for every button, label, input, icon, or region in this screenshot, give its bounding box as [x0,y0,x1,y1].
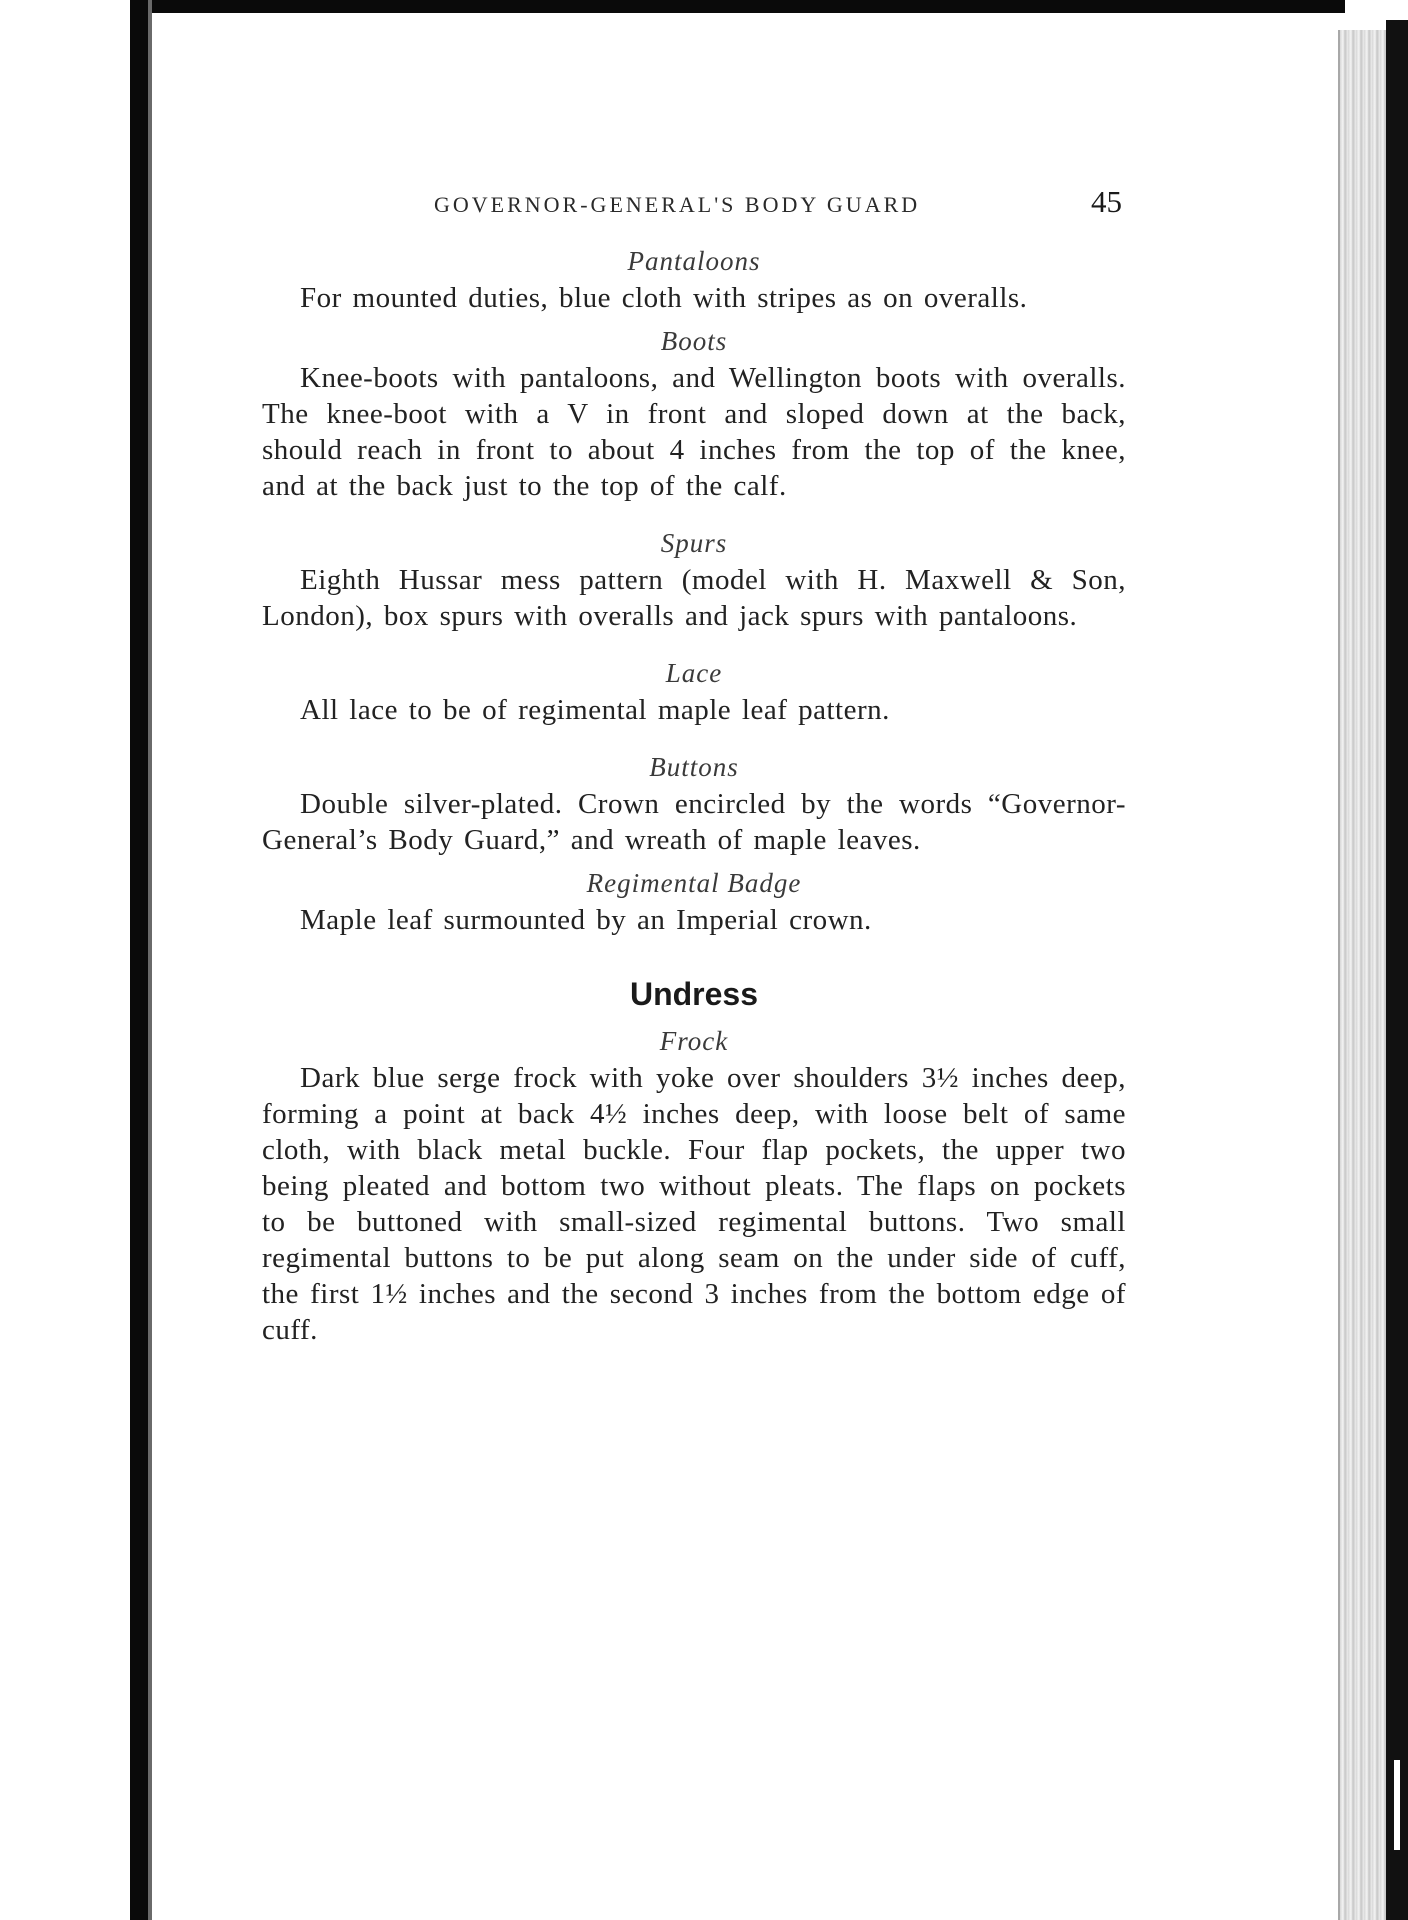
section-spurs [262,524,1126,634]
section-paragraph: For mounted duties, blue cloth with stripes as on overalls. [300,282,1028,314]
section-paragraph: Maple leaf surmounted by an Imperial crown. [300,904,872,936]
section-paragraph: Knee-boots with pantaloons, and Wellington boots with overalls. The knee-boot with a V in front and sloped down at the back, should reach in front to about 4 inches from the top of the knee, and at the back just to the top of the calf. [262,362,1126,502]
section-heading: Buttons [649,752,739,782]
section-heading: Spurs [660,528,728,558]
page-number: 45 [1091,184,1122,219]
scan-border-left [130,0,148,1920]
book-page-edges [1338,30,1388,1920]
section-buttons [262,748,1126,858]
section-heading: Lace [665,658,723,688]
scan-border-left-shadow [148,0,152,1920]
section-heading: Frock [659,1026,729,1056]
undress-part [262,972,1126,1348]
scan-border-right [1386,20,1408,1920]
scan-border-top [130,0,1345,13]
section-pantaloons [262,242,1126,316]
running-head [262,182,1126,242]
section-heading: Boots [660,326,728,356]
section-regimental-badge [262,864,1126,938]
book-page [262,182,1126,1348]
section-heading: Pantaloons [627,246,761,276]
section-paragraph: All lace to be of regimental maple leaf pattern. [300,694,890,726]
section-heading: Regimental Badge [586,868,802,898]
section-paragraph: Double silver-plated. Crown encircled by the words “Governor-General’s Body Guard,” and wreath of maple leaves. [262,788,1126,856]
part-title: Undress [629,976,759,1012]
section-paragraph: Eighth Hussar mess pattern (model with H. Maxwell & Son, London), box spurs with overalls and jack spurs with pantaloons. [262,564,1126,632]
scan-edge-mark [1394,1760,1400,1850]
section-paragraph: Dark blue serge frock with yoke over shoulders 3½ inches deep, forming a point at back 4½ inches deep, with loose belt of same cloth, with black metal buckle. Four flap pockets, the upper two being pleated and bottom two without pleats. The flaps on pockets to be buttoned with small-sized regimental buttons. Two small regimental buttons to be put along seam on the under side of cuff, the first 1½ inches and the second 3 inches from the bottom edge of cuff. [262,1062,1126,1346]
section-boots [262,322,1126,504]
running-head-title: GOVERNOR-GENERAL'S BODY GUARD [434,192,921,217]
section-frock [262,1022,1126,1348]
section-lace [262,654,1126,728]
